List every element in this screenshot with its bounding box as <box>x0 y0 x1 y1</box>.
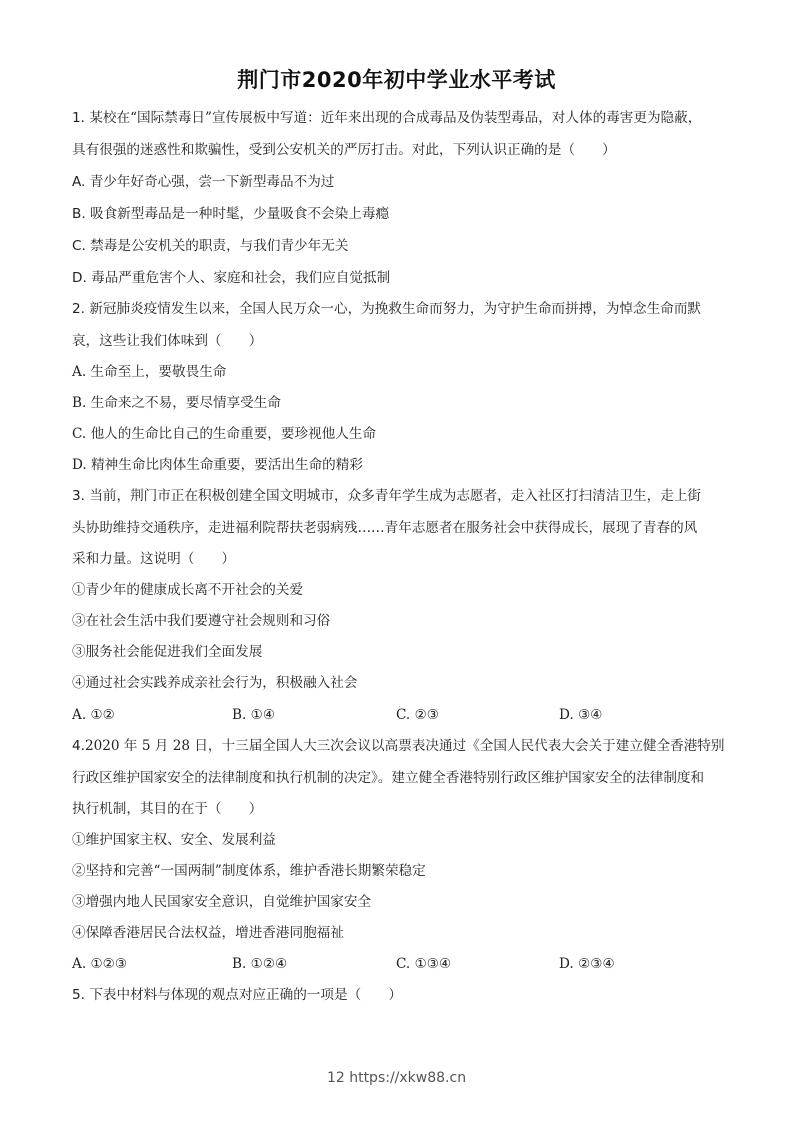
choice-text: ①④ <box>250 707 276 723</box>
question-4-stem-line-1 <box>72 736 724 756</box>
choice-d <box>559 954 615 974</box>
question-4-statement-2: ②坚持和完善“一国两制”制度体系，维护香港长期繁荣稳定 <box>72 863 426 879</box>
option-text: 精神生命比肉体生命重要，要活出生命的精彩 <box>91 457 363 473</box>
option-text: 青少年好奇心强，尝一下新型毒品不为过 <box>89 174 335 190</box>
question-number: 1. <box>72 110 85 126</box>
choice-label: C. <box>396 707 411 723</box>
question-number: 5. <box>72 987 85 1003</box>
choice-b <box>232 705 275 725</box>
question-3-statement-1: ①青少年的健康成长离不开社会的关爱 <box>72 582 304 598</box>
choice-text: ①③④ <box>414 956 452 972</box>
stem-text: 2020 年 5 月 28 日，十三届全国人大三次会议以高票表决通过《全国人民代表大会关于建立健全香港特别 <box>84 738 725 754</box>
question-1-option-c <box>72 236 348 256</box>
option-label: A. <box>72 364 87 380</box>
question-2-option-c <box>72 424 376 444</box>
choice-d <box>559 705 602 725</box>
option-text: 生命来之不易，要尽情享受生命 <box>90 395 281 411</box>
choice-label: C. <box>396 956 411 972</box>
question-4-statement-4: ④保障香港居民合法权益，增进香港同胞福祉 <box>72 925 344 941</box>
question-4-stem-line-3: 执行机制，其目的在于（ ） <box>72 801 263 817</box>
question-1-option-b <box>72 204 389 224</box>
option-text: 禁毒是公安机关的职责，与我们青少年无关 <box>90 238 349 254</box>
option-label: C. <box>72 238 86 254</box>
option-text: 吸食新型毒品是一种时髦，少量吸食不会染上毒瘾 <box>89 206 390 222</box>
question-3-stem-line-3: 采和力量。这说明（ ） <box>72 551 236 567</box>
choice-label: B. <box>232 707 247 723</box>
stem-text: 新冠肺炎疫情发生以来，全国人民万众一心，为挽救生命而努力，为守护生命而拼搏，为悼念生命而默 <box>89 301 702 317</box>
choice-a <box>72 705 115 725</box>
option-label: A. <box>72 174 86 190</box>
choice-text: ③④ <box>578 707 603 723</box>
question-1-option-d <box>72 268 390 288</box>
question-number: 2. <box>72 301 85 317</box>
question-3-stem-line-1 <box>72 486 701 506</box>
question-3-choices <box>72 705 732 725</box>
question-2-option-b <box>72 393 281 413</box>
question-3-stem-line-2: 头协助维持交通秩序，走进福利院帮扶老弱病残……青年志愿者在服务社会中获得成长，展现了青春的风 <box>72 520 698 536</box>
option-label: C. <box>72 426 87 442</box>
choice-label: B. <box>232 956 247 972</box>
page-footer: 12 https://xkw88.cn <box>326 1070 467 1086</box>
question-3-statement-2: ③在社会生活中我们要遵守社会规则和习俗 <box>72 613 331 629</box>
choice-text: ①②③ <box>90 956 128 972</box>
question-1-option-a <box>72 172 334 192</box>
question-number: 3. <box>72 488 85 504</box>
question-2-option-d <box>72 455 363 475</box>
question-5-stem-line-1 <box>72 985 402 1005</box>
choice-label: A. <box>72 956 87 972</box>
choice-label: A. <box>72 707 87 723</box>
choice-text: ②③ <box>414 707 439 723</box>
question-3-statement-3: ③服务社会能促进我们全面发展 <box>72 644 263 660</box>
question-4-choices <box>72 954 732 974</box>
question-2-stem-line-2: 哀，这些让我们体味到（ ） <box>72 333 263 349</box>
option-text: 毒品严重危害个人、家庭和社会，我们应自觉抵制 <box>91 270 391 286</box>
option-text: 生命至上，要敬畏生命 <box>90 364 227 380</box>
question-2-stem-line-1 <box>72 299 701 319</box>
option-label: D. <box>72 457 87 473</box>
stem-text: 某校在“国际禁毒日”宣传展板中写道：近年来出现的合成毒品及伪装型毒品，对人体的毒害更为隐蔽， <box>89 110 702 126</box>
question-3-statement-4: ④通过社会实践养成亲社会行为，积极融入社会 <box>72 675 358 691</box>
choice-label: D. <box>559 956 574 972</box>
choice-c <box>396 954 451 974</box>
question-2-option-a <box>72 362 226 382</box>
question-4-statement-1: ①维护国家主权、安全、发展利益 <box>72 832 276 848</box>
option-text: 他人的生命比自己的生命重要，要珍视他人生命 <box>90 426 377 442</box>
choice-c <box>396 705 439 725</box>
stem-text: 下表中材料与体现的观点对应正确的一项是（ ） <box>89 987 402 1003</box>
choice-text: ①②④ <box>250 956 288 972</box>
option-label: B. <box>72 395 87 411</box>
choice-b <box>232 954 287 974</box>
choice-label: D. <box>559 707 574 723</box>
exam-title: 荆门市2020年初中学业水平考试 <box>237 68 556 92</box>
question-number: 4. <box>72 738 85 754</box>
option-label: B. <box>72 206 86 222</box>
choice-a <box>72 954 127 974</box>
question-4-stem-line-2: 行政区维护国家安全的法律制度和执行机制的决定》。建立健全香港特别行政区维护国家安全的法律制度和 <box>72 770 705 786</box>
question-1-stem-line-2: 具有很强的迷惑性和欺骗性，受到公安机关的严厉打击。对此，下列认识正确的是（ ） <box>72 142 616 158</box>
choice-text: ①② <box>90 707 115 723</box>
question-4-statement-3: ③增强内地人民国家安全意识，自觉维护国家安全 <box>72 894 372 910</box>
stem-text: 当前，荆门市正在积极创建全国文明城市，众多青年学生成为志愿者，走入社区打扫清洁卫生，走上街 <box>89 488 702 504</box>
question-1-stem-line-1 <box>72 108 701 128</box>
option-label: D. <box>72 270 87 286</box>
choice-text: ②③④ <box>578 956 615 972</box>
